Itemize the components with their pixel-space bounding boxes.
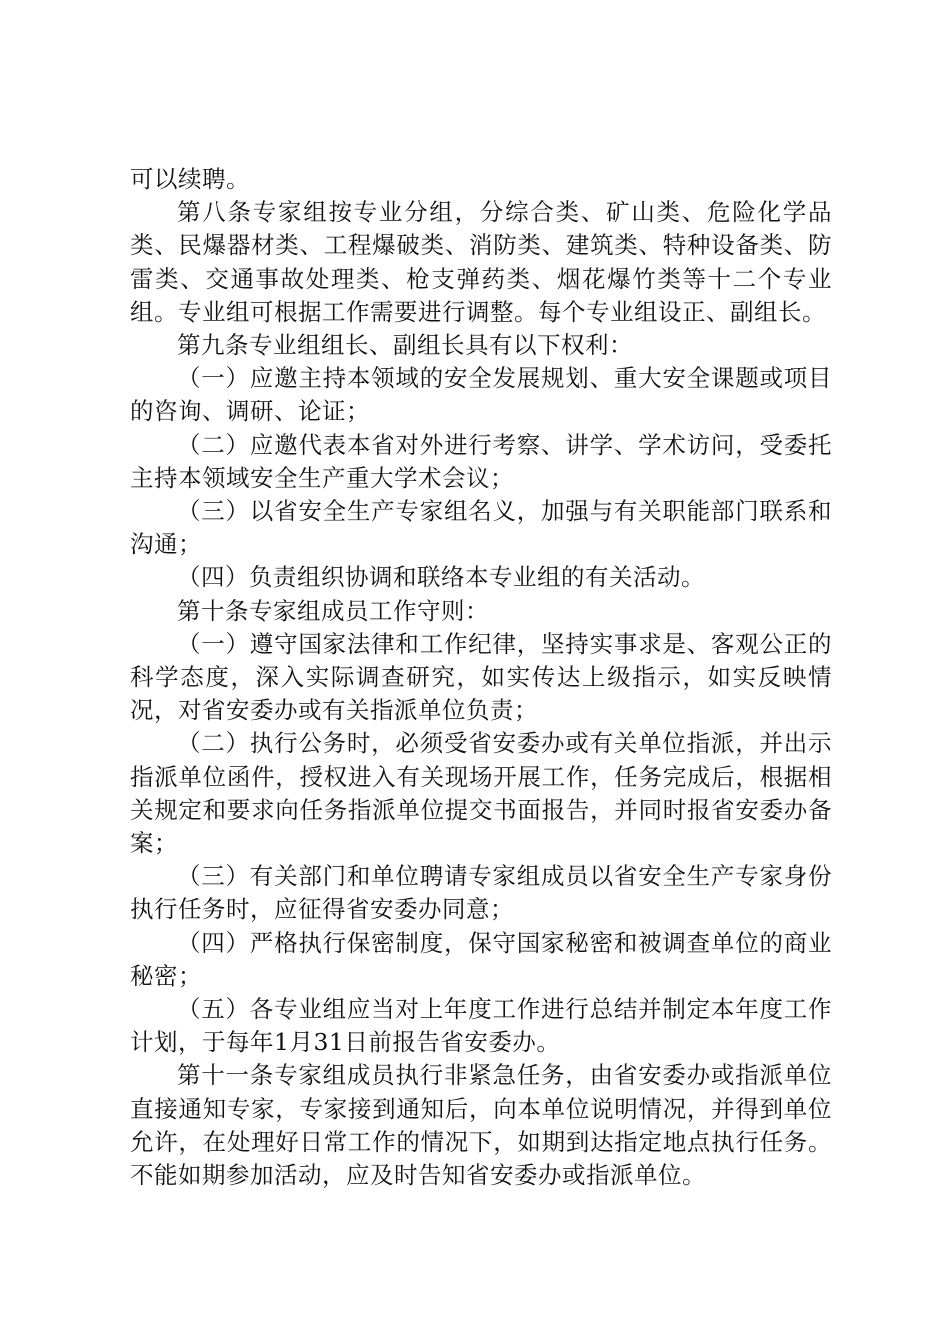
paragraph-continuation: 可以续聘。 <box>130 165 250 193</box>
article-10-item-5: （五）各专业组应当对上年度工作进行总结并制定本年度工作计划，于每年1月31日前报告省安委办。 <box>130 995 832 1057</box>
document-body <box>130 163 832 1192</box>
article-9: 第九条专业组组长、副组长具有以下权利： <box>177 331 633 360</box>
article-10-item-3: （三）有关部门和单位聘请专家组成员以省安全生产专家身份执行任务时，应征得省安委办同意； <box>130 862 832 924</box>
article-10-item-4: （四）严格执行保密制度，保守国家秘密和被调查单位的商业秘密； <box>130 928 832 990</box>
article-9-item-1: （一）应邀主持本领域的安全发展规划、重大安全课题或项目的咨询、调研、论证； <box>130 364 832 426</box>
article-10: 第十条专家组成员工作守则： <box>177 596 489 625</box>
article-9-item-2: （二）应邀代表本省对外进行考察、讲学、学术访问，受委托主持本领域安全生产重大学术会议； <box>130 430 832 492</box>
article-11: 第十一条专家组成员执行非紧急任务，由省安委办或指派单位直接通知专家，专家接到通知后，向本单位说明情况，并得到单位允许，在处理好日常工作的情况下，如期到达指定地点执行任务。不能如期参加活动，应及时告知省安委办或指派单位。 <box>130 1061 832 1190</box>
article-10-item-1: （一）遵守国家法律和工作纪律，坚持实事求是、客观公正的科学态度，深入实际调查研究，如实传达上级指示，如实反映情况，对省安委办或有关指派单位负责； <box>130 629 832 725</box>
article-9-item-4: （四）负责组织协调和联络本专业组的有关活动。 <box>177 563 705 592</box>
article-9-item-3: （三）以省安全生产专家组名义，加强与有关职能部门联系和沟通； <box>130 497 832 559</box>
article-8: 第八条专家组按专业分组，分综合类、矿山类、危险化学品类、民爆器材类、工程爆破类、消防类、建筑类、特种设备类、防雷类、交通事故处理类、枪支弹药类、烟花爆竹类等十二个专业组。专业组可根据工作需要进行调整。每个专业组设正、副组长。 <box>130 198 832 326</box>
article-10-item-2: （二）执行公务时，必须受省安委办或有关单位指派，并出示指派单位函件，授权进入有关现场开展工作，任务完成后，根据相关规定和要求向任务指派单位提交书面报告，并同时报省安委办备案； <box>130 729 832 858</box>
